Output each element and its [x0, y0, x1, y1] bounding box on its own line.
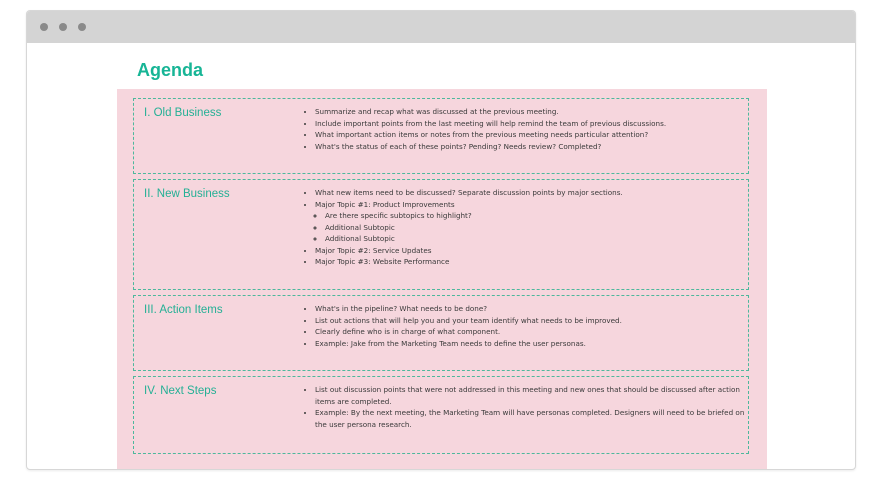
list-item: • Clearly define who is in charge of what component.: [315, 326, 755, 338]
section-points: [306, 303, 755, 349]
list-item: • List out discussion points that were not addressed in this meeting and new ones that should be discussed after action items are completed.: [315, 384, 755, 407]
list-item-text: Major Topic #1: Product Improvements: [315, 199, 455, 209]
list-item: • What important action items or notes from the previous meeting needs particular attention?: [315, 129, 755, 141]
list-item: • What new items need to be discussed? Separate discussion points by major sections.: [315, 187, 755, 199]
sub-list-item: ◦ Additional Subtopic: [325, 222, 755, 234]
section-title: I. Old Business: [144, 107, 222, 119]
section-points: [306, 106, 755, 152]
sub-list-item: ◦ Are there specific subtopics to highlight?: [325, 210, 755, 222]
list-item: • Example: By the next meeting, the Marketing Team will have personas completed. Designers will need to be briefed on the user persona research.: [315, 407, 755, 430]
list-item: • List out actions that will help you and your team identify what needs to be improved.: [315, 315, 755, 327]
agenda-section-old-business: [133, 98, 749, 174]
list-item: • Include important points from the last meeting will help remind the team of previous discussions.: [315, 118, 755, 130]
list-item: [315, 199, 755, 245]
agenda-section-new-business: [133, 179, 749, 290]
section-title: II. New Business: [144, 188, 230, 200]
list-item: • Example: Jake from the Marketing Team needs to define the user personas.: [315, 338, 755, 350]
section-points: [306, 384, 755, 430]
agenda-section-action-items: [133, 295, 749, 371]
section-title: III. Action Items: [144, 304, 223, 316]
agenda-panel: [117, 89, 767, 470]
list-item: • Summarize and recap what was discussed at the previous meeting.: [315, 106, 755, 118]
list-item: • Major Topic #3: Website Performance: [315, 256, 755, 268]
sub-points: [315, 210, 755, 245]
list-item: • What's the status of each of these points? Pending? Needs review? Completed?: [315, 141, 755, 153]
window-maximize-dot-icon[interactable]: [78, 23, 86, 31]
window-minimize-dot-icon[interactable]: [59, 23, 67, 31]
section-title: IV. Next Steps: [144, 385, 217, 397]
list-item: • What's in the pipeline? What needs to be done?: [315, 303, 755, 315]
section-points: [306, 187, 755, 268]
list-item: • Major Topic #2: Service Updates: [315, 245, 755, 257]
window-close-dot-icon[interactable]: [40, 23, 48, 31]
sub-list-item: ◦ Additional Subtopic: [325, 233, 755, 245]
page-title: Agenda: [137, 60, 204, 80]
window-titlebar: [27, 11, 855, 43]
browser-window: [26, 10, 856, 470]
agenda-section-next-steps: [133, 376, 749, 454]
